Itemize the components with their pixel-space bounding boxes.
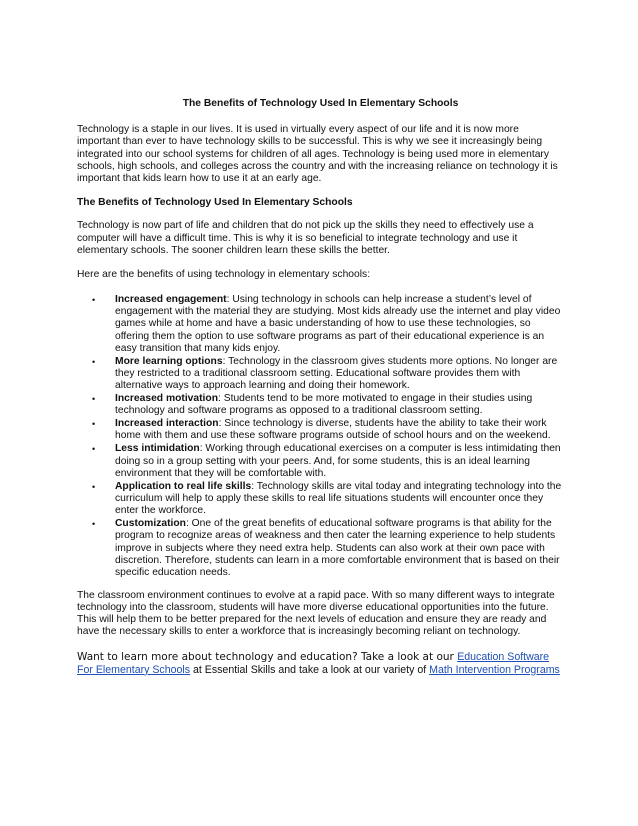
benefit-term: More learning options bbox=[115, 355, 223, 367]
benefit-text: : Since technology is diverse, students have the ability to take their work home with them and use these software programs outside of school hours and on the weekend. bbox=[115, 418, 551, 442]
benefit-term: Increased engagement bbox=[115, 293, 227, 305]
bullet-icon: • bbox=[92, 481, 96, 492]
benefit-term: Application to real life skills bbox=[115, 480, 252, 492]
list-item bbox=[92, 418, 564, 443]
section-heading: The Benefits of Technology Used In Elementary Schools bbox=[77, 197, 353, 209]
benefit-term: Increased interaction bbox=[115, 418, 219, 430]
body-paragraph-2: Technology is now part of life and children that do not pick up the skills they need to effectively use a computer will have a difficult time. This is why it is so beneficial to integrate technology and use it elementary schools. The sooner children learn these skills the better. bbox=[77, 220, 534, 257]
benefit-text: : One of the great benefits of educational software programs is that ability for the program to recognize areas of weakness and then cater the learning experience to help students improve in subjects where they need extra help. Students can also work at their own pace with discretion. Therefore, students can learn in a more comfortable environment that is based on their specific education needs. bbox=[115, 518, 560, 579]
list-item bbox=[92, 443, 564, 480]
call-to-action bbox=[77, 651, 564, 677]
cta-lead-text: Want to learn more about technology and education? Take a look at our bbox=[77, 650, 458, 663]
list-item bbox=[92, 480, 564, 518]
list-item bbox=[92, 393, 564, 418]
closing-paragraph: The classroom environment continues to evolve at a rapid pace. With so many different ways to integrate technology into the classroom, students will have more diverse educational opportunities into the future. This will help them to be better prepared for the next levels of education and ensure they are ready and have the necessary skills to enter a workforce that is increasingly becoming reliant on technology. bbox=[77, 589, 555, 638]
education-software-link[interactable]: Education Software For Elementary Schools bbox=[77, 650, 550, 676]
bullet-icon: • bbox=[92, 294, 96, 305]
bullet-icon: • bbox=[92, 394, 96, 405]
cta-middle-text: at Essential Skills and take a look at our variety of bbox=[190, 663, 430, 676]
benefit-term: Less intimidation bbox=[115, 443, 200, 455]
list-item bbox=[92, 293, 564, 355]
benefits-list bbox=[77, 294, 564, 580]
benefit-term: Customization bbox=[115, 518, 186, 530]
benefit-text: : Working through educational exercises on a computer is less intimidating then doing so in a group setting with your peers. And, for some students, this is an ideal learning environment that they will be comfortable with. bbox=[115, 443, 561, 479]
intro-paragraph: Technology is a staple in our lives. It is used in virtually every aspect of our life and it is now more important than ever to have technology skills to be successful. This is why we see it increasingly being integrated into our school systems for children of all ages. Technology is being used more in elementary schools, high schools, and colleges across the country and with the increasing reliance on technology it is important that kids learn how to use it at an early age. bbox=[77, 124, 558, 185]
list-item bbox=[92, 518, 564, 579]
bullet-icon: • bbox=[92, 356, 96, 367]
benefit-text: : Students tend to be more motivated to engage in their studies using technology and software programs as opposed to a traditional classroom setting. bbox=[115, 393, 533, 417]
math-intervention-link[interactable]: Math Intervention Programs bbox=[429, 663, 560, 676]
bullet-icon: • bbox=[92, 519, 96, 530]
list-intro: Here are the benefits of using technology in elementary schools: bbox=[77, 269, 371, 281]
bullet-icon: • bbox=[92, 444, 96, 455]
benefit-text: : Technology in the classroom gives students more options. No longer are they restricted to a traditional classroom setting. Educational software provides them with alternative ways to approach learning and doing their homework. bbox=[115, 355, 558, 392]
benefit-text: : Technology skills are vital today and integrating technology into the curriculum will help to apply these skills to real life situations students will encounter once they enter the workforce. bbox=[115, 480, 562, 517]
benefit-term: Increased motivation bbox=[115, 393, 218, 405]
benefit-text: : Using technology in schools can help increase a student’s level of engagement with the material they are studying. Most kids already use the internet and play video games while at home and have a basic understanding of how to use these technologies, so offering them the option to use software programs as part of their educational experience is an easy transition that many kids enjoy. bbox=[115, 293, 561, 354]
list-item bbox=[92, 355, 564, 393]
page-title: The Benefits of Technology Used In Elementary Schools bbox=[182, 98, 459, 109]
bullet-icon: • bbox=[92, 419, 96, 430]
